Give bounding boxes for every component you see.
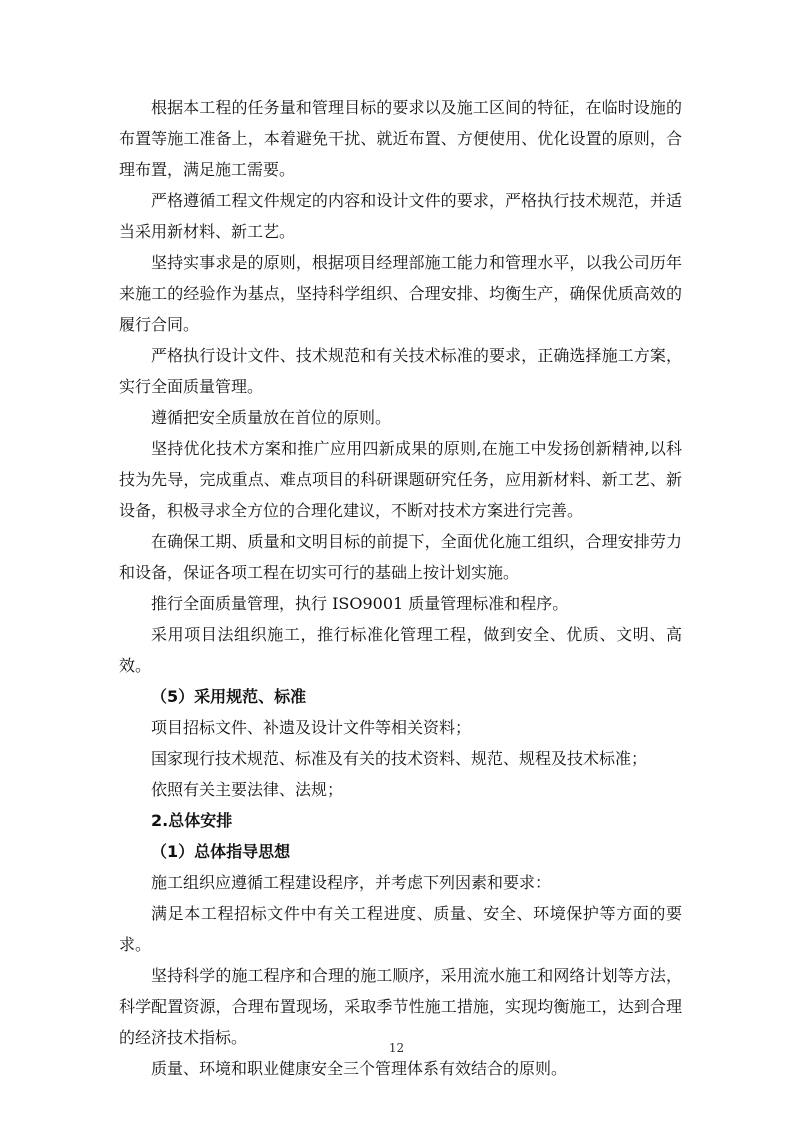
paragraph: 在确保工期、质量和文明目标的前提下，全面优化施工组织，合理安排劳力和设备，保证各项工程在切实可行的基础上按计划实施。 (119, 532, 682, 582)
paragraph: 项目招标文件、补遗及设计文件等相关资料； (151, 718, 472, 737)
paragraph: 满足本工程招标文件中有关工程进度、质量、安全、环境保护等方面的要求。 (119, 904, 682, 954)
paragraph: 采用项目法组织施工，推行标准化管理工程，做到安全、优质、文明、高效。 (119, 625, 682, 675)
paragraph: 坚持实事求是的原则，根据项目经理部施工能力和管理水平，以我公司历年来施工的经验作为基点，坚持科学组织、合理安排、均衡生产，确保优质高效的履行合同。 (119, 253, 682, 334)
paragraph: 质量、环境和职业健康安全三个管理体系有效结合的原则。 (151, 1059, 568, 1078)
paragraph: 坚持优化技术方案和推广应用四新成果的原则,在施工中发扬创新精神,以科技为先导，完成重点、难点项目的科研课题研究任务，应用新材料、新工艺、新设备，积极寻求全方位的合理化建议，不断对技术方案进行完善。 (119, 439, 682, 520)
paragraph: 严格遵循工程文件规定的内容和设计文件的要求，严格执行技术规范，并适当采用新材料、新工艺。 (119, 191, 682, 241)
paragraph: 国家现行技术规范、标准及有关的技术资料、规范、规程及技术标准； (151, 749, 648, 768)
section-heading: （1）总体指导思想 (151, 842, 291, 861)
paragraph: 遵循把安全质量放在首位的原则。 (151, 408, 392, 427)
paragraph: 坚持科学的施工程序和合理的施工顺序，采用流水施工和网络计划等方法，科学配置资源，合理布置现场，采取季节性施工措施，实现均衡施工，达到合理的经济技术指标。 (119, 966, 682, 1047)
paragraph: 推行全面质量管理，执行 ISO9001 质量管理标准和程序。 (151, 594, 569, 613)
document-body (119, 92, 682, 1084)
paragraph: 施工组织应遵循工程建设程序，并考虑下列因素和要求： (151, 873, 552, 892)
section-heading: 2.总体安排 (151, 811, 233, 830)
paragraph: 根据本工程的任务量和管理目标的要求以及施工区间的特征，在临时设施的布置等施工准备上，本着避免干扰、就近布置、方便使用、优化设置的原则，合理布置，满足施工需要。 (119, 98, 682, 179)
section-heading: （5）采用规范、标准 (151, 687, 307, 706)
paragraph: 依照有关主要法律、法规； (151, 780, 344, 799)
page-number: 12 (388, 1041, 405, 1055)
paragraph: 严格执行设计文件、技术规范和有关技术标准的要求，正确选择施工方案，实行全面质量管理。 (119, 346, 682, 396)
